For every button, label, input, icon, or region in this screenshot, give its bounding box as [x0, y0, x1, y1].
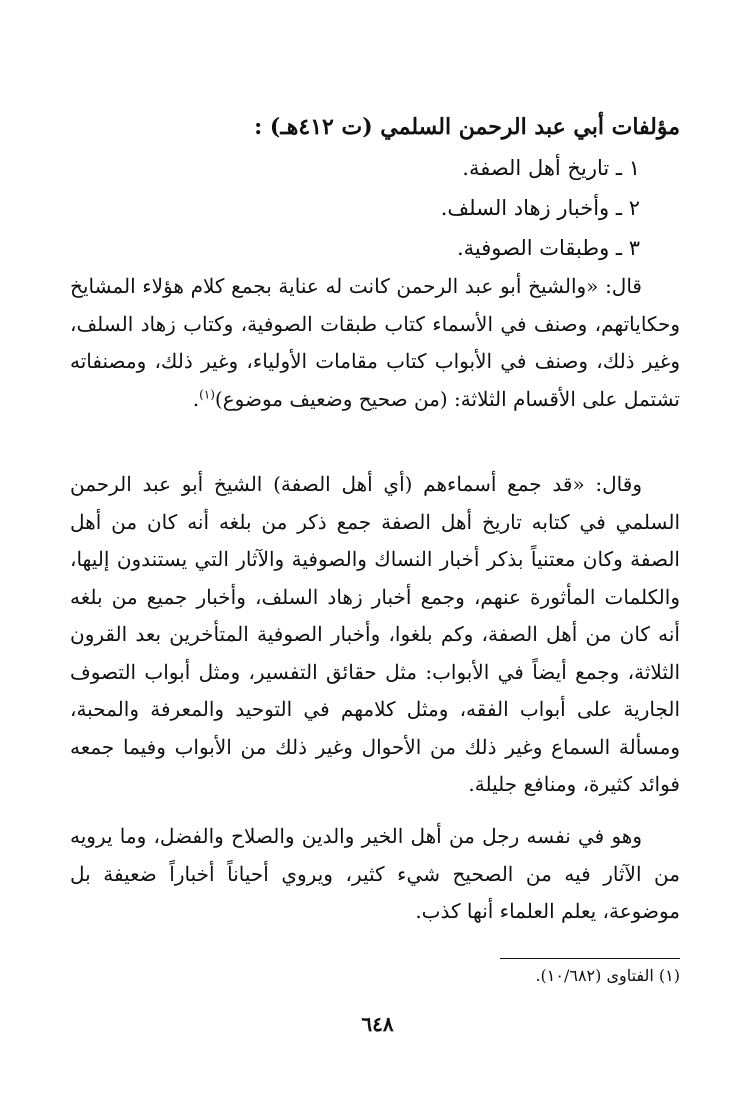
works-list — [80, 148, 640, 268]
paragraph-quote-2: وقال: «قد جمع أسماءهم (أي أهل الصفة) الشيخ أبو عبد الرحمن السلمي في كتابه تاريخ أهل الصفة جمع ذكر من بلغه أنه كان من أهل الصفة وكان معتنياً بذكر أخبار النساك والصوفية والآثار التي يستندون إليها، والكلمات المأثورة عنهم، وجمع أخبار زهاد السلف، وأخبار جميع من بلغه أنه كان من أهل الصفة، وكم بلغوا، وأخبار الصوفية المتأخرين بعد القرون الثلاثة، وجمع أيضاً في الأبواب: مثل حقائق التفسير، ومثل أبواب التصوف الجارية على أبواب الفقه، ومثل كلامهم في التوحيد والمعرفة والمحبة، ومسألة السماع وغير ذلك من الأحوال وغير ذلك من الأبواب وفيما جمعه فوائد كثيرة، ومنافع جليلة. — [70, 472, 680, 796]
page-number: ٦٤٨ — [361, 1012, 394, 1036]
paragraph-end: . — [192, 386, 200, 411]
list-item: ١ ـ تاريخ أهل الصفة. — [462, 156, 640, 180]
footnote-divider — [500, 958, 680, 959]
footnote: (١) الفتاوى (١٠/٦٨٢). — [535, 966, 680, 985]
paragraph-text: قال: «والشيخ أبو عبد الرحمن كانت له عناية بجمع كلام هؤلاء المشايخ وحكاياتهم، وصنف في الأسماء كتاب طبقات الصوفية، وكتاب زهاد السلف، وغير ذلك، وصنف في الأبواب كتاب مقامات الأولياء، وغير ذلك، ومصنفاته تشتمل على الأقسام الثلاثة: (من صحيح وضعيف موضوع) — [70, 274, 680, 411]
section-heading: مؤلفات أبي عبد الرحمن السلمي (ت ٤١٢هـ) : — [254, 114, 680, 140]
footnote-reference: (١) — [199, 386, 215, 401]
paragraph-quote-1 — [70, 268, 680, 418]
list-item: ٢ ـ وأخبار زهاد السلف. — [440, 196, 640, 220]
list-item: ٣ ـ وطبقات الصوفية. — [456, 236, 640, 260]
paragraph-assessment: وهو في نفسه رجل من أهل الخير والدين والصلاح والفضل، وما يرويه من الآثار فيه من الصحيح شيء كثير، ويروي أحياناً أخباراً ضعيفة بل موضوعة، يعلم العلماء أنها كذب. — [70, 824, 680, 923]
